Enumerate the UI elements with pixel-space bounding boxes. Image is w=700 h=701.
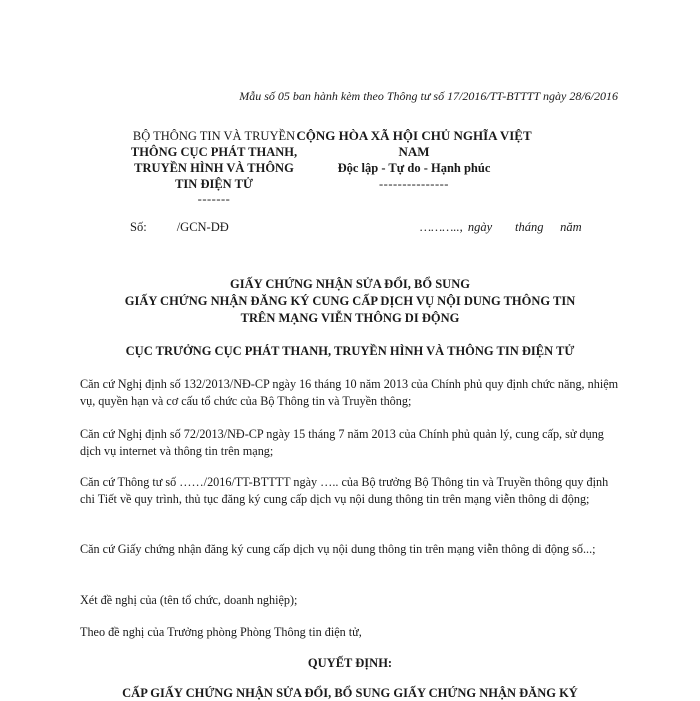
agency-line-1: BỘ THÔNG TIN VÀ TRUYỀN	[132, 129, 296, 143]
document-number	[130, 220, 229, 235]
paragraph: Căn cứ Nghị định số 132/2013/NĐ-CP ngày 16 tháng 10 năm 2013 của Chính phủ quy định chức năng, nhiệm vụ, quyền hạn và cơ cấu tổ chức của Bộ Thông tin và Truyền thông;	[80, 377, 619, 408]
title-line-2: GIẤY CHỨNG NHẬN ĐĂNG KÝ CUNG CẤP DỊCH VỤ NỘI DUNG THÔNG TIN	[124, 294, 576, 308]
number-label: Số:	[130, 220, 147, 234]
paragraph: Căn cứ Thông tư số ……/2016/TT-BTTTT ngày ….. của Bộ trưởng Bộ Thông tin và Truyền thông quy định chi Tiết về quy trình, thủ tục đăng ký cung cấp dịch vụ nội dung thông tin trên mạng viễn thông di động;	[80, 475, 609, 506]
title-line-3: TRÊN MẠNG VIỄN THÔNG DI ĐỘNG	[240, 311, 460, 325]
agency-line-2: THÔNG CỤC PHÁT THANH,	[130, 145, 298, 159]
national-header	[286, 128, 542, 192]
paragraph: Xét đề nghị của (tên tổ chức, doanh nghiệp);	[80, 593, 298, 607]
issuing-agency	[114, 128, 314, 206]
national-title: CỘNG HÒA XÃ HỘI CHỦ NGHĨA VIỆT NAM	[296, 128, 532, 159]
form-note: Mẫu số 05 ban hành kèm theo Thông tư số 17/2016/TT-BTTTT ngày 28/6/2016	[239, 89, 618, 103]
agency-separator: -------	[197, 192, 231, 206]
number-value: /GCN-DĐ	[176, 220, 229, 234]
national-motto: Độc lập - Tự do - Hạnh phúc	[337, 161, 491, 175]
date-day: ngày	[467, 220, 493, 234]
decision-heading: QUYẾT ĐỊNH:	[307, 656, 393, 670]
agency-line-3: TRUYỀN HÌNH VÀ THÔNG	[134, 161, 294, 175]
document-title	[60, 276, 640, 327]
title-line-1: GIẤY CHỨNG NHẬN SỬA ĐỔI, BỔ SUNG	[230, 277, 470, 291]
signing-authority: CỤC TRƯỞNG CỤC PHÁT THANH, TRUYỀN HÌNH VÀ THÔNG TIN ĐIỆN TỬ	[125, 344, 575, 358]
decision-article-heading: CẤP GIẤY CHỨNG NHẬN SỬA ĐỔI, BỔ SUNG GIẤY CHỨNG NHẬN ĐĂNG KÝ	[122, 686, 578, 700]
date-place: ………..,	[420, 220, 463, 234]
agency-line-4: TIN ĐIỆN TỬ	[175, 177, 253, 191]
date-month: tháng	[514, 220, 544, 234]
date-line	[420, 220, 582, 235]
date-year: năm	[560, 220, 582, 234]
paragraph: Căn cứ Nghị định số 72/2013/NĐ-CP ngày 15 tháng 7 năm 2013 của Chính phủ quản lý, cung cấp, sử dụng dịch vụ internet và thông tin trên mạng;	[80, 427, 604, 458]
paragraph: Căn cứ Giấy chứng nhận đăng ký cung cấp dịch vụ nội dung thông tin trên mạng viễn thông di động số...;	[80, 542, 596, 556]
national-separator: ---------------	[379, 177, 449, 191]
paragraph: Theo đề nghị của Trưởng phòng Phòng Thông tin điện tử,	[80, 625, 362, 639]
